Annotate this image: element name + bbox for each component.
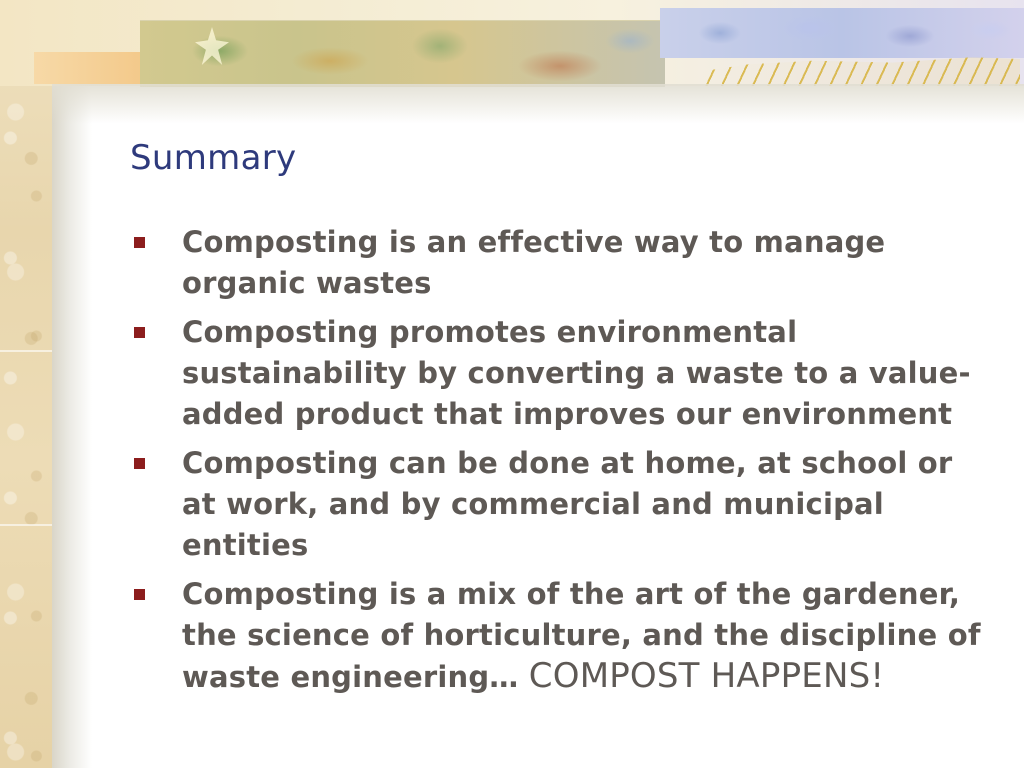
parchment-border bbox=[0, 0, 52, 768]
compost-happens-text: COMPOST HAPPENS! bbox=[528, 656, 885, 696]
bullet-text: Composting can be done at home, at school or at work, and by commercial and municipal entities bbox=[182, 446, 953, 562]
bullet-text: Composting is a mix of the art of the gardener, the science of horticulture, and the discipline of waste engineering bbox=[182, 577, 981, 694]
leaves-banner-image bbox=[140, 20, 665, 87]
bullet-text: Composting is an effective way to manage organic wastes bbox=[182, 225, 886, 300]
square-bullet-icon bbox=[134, 237, 145, 248]
bullet-item bbox=[130, 574, 990, 698]
bullet-item bbox=[130, 443, 990, 566]
square-bullet-icon bbox=[134, 458, 145, 469]
bullet-list bbox=[130, 222, 990, 706]
bullet-text: Composting promotes environmental sustainability by converting a waste to a value-added product that improves our environment bbox=[182, 315, 971, 431]
square-bullet-icon bbox=[134, 589, 145, 600]
header-shadow bbox=[52, 84, 1024, 124]
bullet-item bbox=[130, 222, 990, 304]
bullet-item bbox=[130, 312, 990, 435]
slide-title: Summary bbox=[130, 138, 297, 178]
bullet-ellipsis: … bbox=[489, 660, 519, 694]
header-orange-strip bbox=[34, 52, 144, 84]
blue-flowers-image bbox=[660, 8, 1024, 58]
square-bullet-icon bbox=[134, 327, 145, 338]
